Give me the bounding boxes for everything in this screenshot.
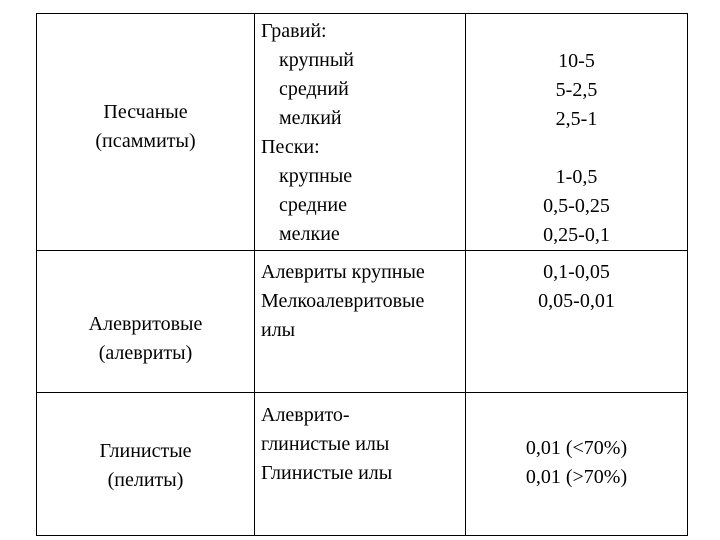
size-range: 0,5-0,25 xyxy=(543,195,610,217)
sizes-cell xyxy=(466,393,688,536)
size-range: 1-0,5 xyxy=(555,166,598,188)
fractions-cell xyxy=(255,393,466,536)
fraction-heading: Пески: xyxy=(261,136,320,158)
fractions-cell xyxy=(255,251,466,393)
fractions-cell xyxy=(255,14,466,251)
table-row xyxy=(37,251,688,393)
size-range: 5-2,5 xyxy=(555,79,598,101)
size-range: 10-5 xyxy=(558,50,595,72)
fraction-item: Глинистые илы xyxy=(261,462,393,484)
fraction-item: крупные xyxy=(279,165,353,187)
size-gap xyxy=(466,134,687,163)
group-name: Песчаные xyxy=(103,101,188,123)
group-alias: (алевриты) xyxy=(98,341,193,364)
fraction-item: средний xyxy=(279,78,349,100)
sizes-cell xyxy=(466,14,688,251)
size-range: 0,05-0,01 xyxy=(538,290,615,312)
fraction-heading: Гравий: xyxy=(261,20,327,42)
fraction-item: илы xyxy=(261,319,296,341)
table-row xyxy=(37,14,688,251)
group-name: Глинистые xyxy=(99,440,192,462)
size-range: 0,25-0,1 xyxy=(543,224,610,246)
fraction-item: мелкий xyxy=(279,107,342,129)
fraction-item: мелкие xyxy=(279,223,340,245)
group-alias: (пелиты) xyxy=(107,469,184,491)
fraction-item: Алеврито- xyxy=(261,404,350,426)
table-body xyxy=(37,14,688,536)
size-range: 0,01 (>70%) xyxy=(525,466,628,488)
group-alias: (псаммиты) xyxy=(95,130,196,152)
group-cell xyxy=(37,251,255,393)
table-row xyxy=(37,393,688,536)
grain-size-table xyxy=(36,13,688,536)
group-name: Алевритовые xyxy=(88,312,203,335)
fraction-item: глинистые илы xyxy=(261,433,390,455)
sizes-cell xyxy=(466,251,688,393)
size-range: 2,5-1 xyxy=(555,108,598,130)
fraction-item: Мелкоалевритовые xyxy=(261,290,425,312)
group-cell xyxy=(37,14,255,251)
fraction-item: крупный xyxy=(279,49,354,71)
size-range: 0,01 (<70%) xyxy=(525,437,628,459)
fraction-item: Алевриты крупные xyxy=(261,261,425,283)
fraction-item: средние xyxy=(279,194,347,216)
size-range: 0,1-0,05 xyxy=(543,261,610,283)
group-cell xyxy=(37,393,255,536)
